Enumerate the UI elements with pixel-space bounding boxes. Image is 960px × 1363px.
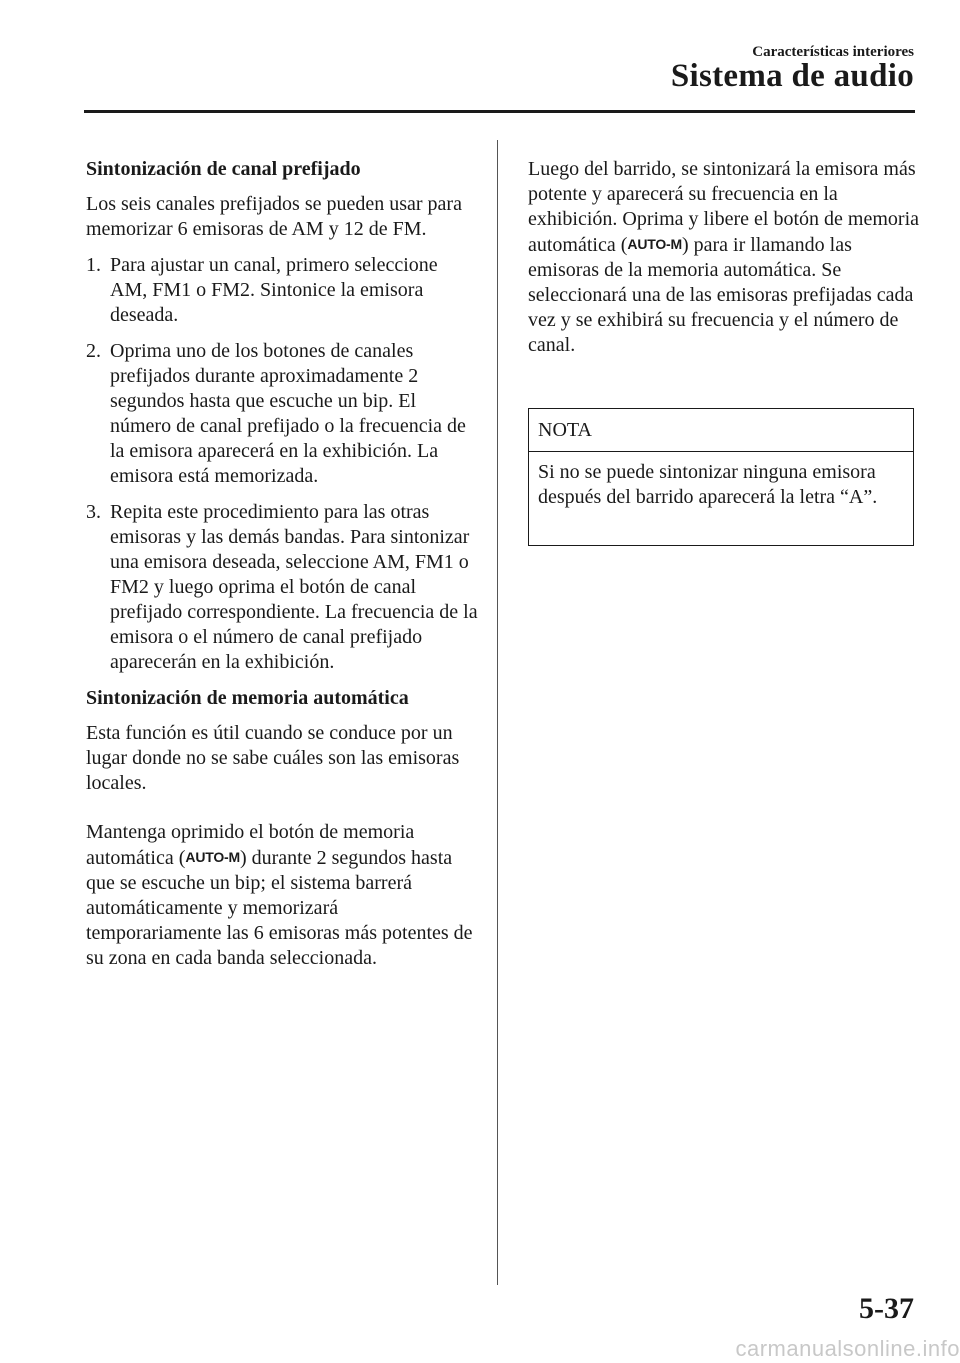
auto-m-button-icon: AUTO-M [185, 849, 240, 865]
left-column [86, 157, 478, 982]
step-item [86, 500, 478, 675]
scan-text: ) para ir llamando las emisoras de la memoria automática. Se seleccionará una de las emisoras prefijadas cada vez y se exhibirá su frecuencia y el número de canal. [528, 234, 914, 356]
step-text: Repita este procedimiento para las otras emisoras y las demás bandas. Para sintonizar una emisora deseada, seleccione AM, FM1 o FM2 y luego oprima el botón de canal prefijado correspondiente. La frecuencia de la emisora o el número de canal prefijado aparecerán en la exhibición. [110, 501, 478, 673]
header-divider [84, 110, 915, 113]
steps-list [86, 253, 478, 675]
step-item [86, 339, 478, 489]
step-text: Para ajustar un canal, primero seleccione AM, FM1 o FM2. Sintonice la emisora deseada. [110, 254, 438, 326]
auto-m-button-icon: AUTO-M [627, 236, 682, 252]
page-number: 5-37 [859, 1292, 914, 1325]
note-text: Si no se puede sintonizar ninguna emisora después del barrido aparecerá la letra “A”. [538, 461, 878, 508]
section-label: Características interiores [752, 44, 914, 60]
page-title: Sistema de audio [670, 58, 914, 94]
step-number: 1. [86, 254, 101, 276]
column-divider [497, 140, 498, 1285]
scan-text: Luego del barrido, se sintonizará la emisora más potente y aparecerá su frecuencia en la exhibición. Oprima y libere el botón de memoria automática ( [528, 158, 919, 256]
right-column [528, 157, 920, 369]
section-heading-auto-memory: Sintonización de memoria automática [86, 687, 409, 709]
auto-memory-description: Esta función es útil cuando se conduce por un lugar donde no se sabe cuáles son las emisoras locales. [86, 722, 460, 794]
step-number: 3. [86, 501, 101, 523]
watermark: carmanualsonline.info [735, 1336, 960, 1361]
scan-result-paragraph [528, 157, 920, 358]
step-number: 2. [86, 340, 101, 362]
intro-paragraph: Los seis canales prefijados se pueden usar para memorizar 6 emisoras de AM y 12 de FM. [86, 193, 462, 240]
auto-memory-instructions [86, 820, 478, 971]
step-text: Oprima uno de los botones de canales prefijados durante aproximadamente 2 segundos hasta que escuche un bip. El número de canal prefijado o la frecuencia de la emisora aparecerá en la exhibición. La emisora está memorizada. [110, 340, 466, 487]
note-title: NOTA [529, 409, 913, 452]
instruction-text: ) durante 2 segundos hasta que se escuche un bip; el sistema barrerá automáticamente y memorizará temporariamente las 6 emisoras más potentes de su zona en cada banda seleccionada. [86, 847, 473, 969]
section-heading-preset-tuning: Sintonización de canal prefijado [86, 158, 361, 180]
step-item [86, 253, 478, 328]
instruction-text: Mantenga oprimido el botón de memoria automática ( [86, 821, 415, 869]
note-box [528, 408, 914, 546]
